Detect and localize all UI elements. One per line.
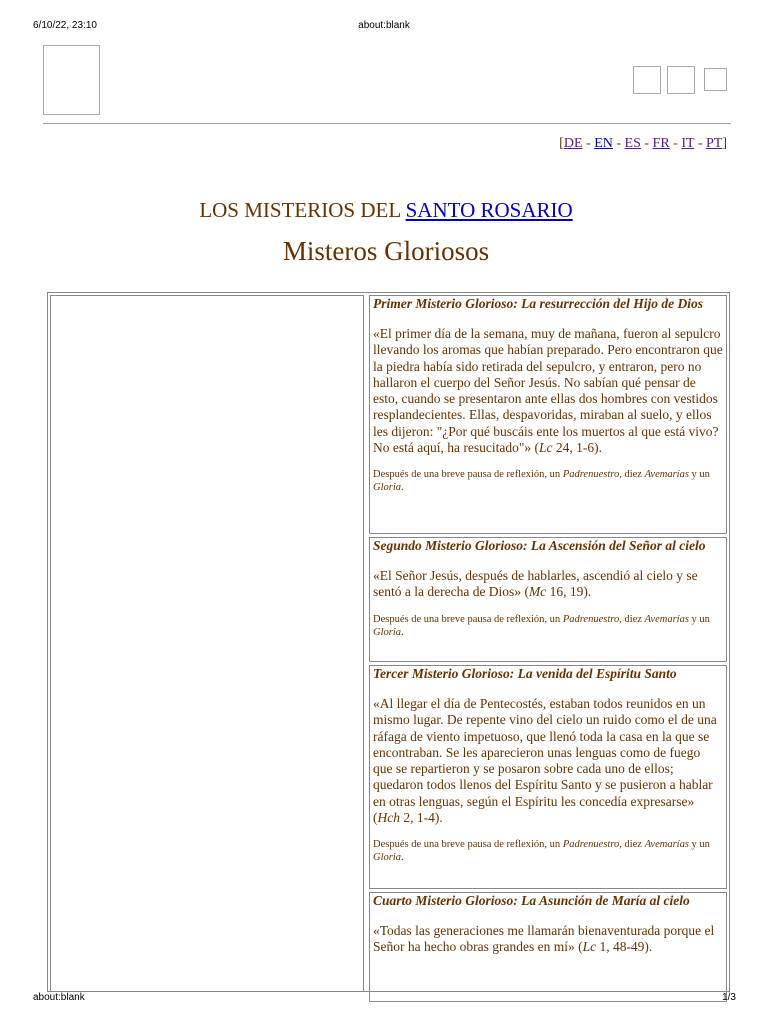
print-header — [0, 18, 768, 32]
mystery-pause-note — [373, 838, 723, 864]
mystery-1 — [369, 295, 727, 534]
mystery-ref-book: Mc — [528, 584, 547, 600]
lang-link-it[interactable]: IT — [681, 136, 695, 151]
lang-separator: - — [669, 136, 682, 151]
pause-and: y un — [688, 469, 710, 481]
mystery-quote: «Al llegar el día de Pentecostés, estaban todos reunidos en un mismo lugar. De repente vino del cielo un ruido como el de una ráfaga de viento impetuoso, que llenó toda la casa en la que se encontraban. Se les aparecieron unas lenguas como de fuego que se repartieron y se posaron sobre cada uno de ellos; quedaron todos llenos del Espíritu Santo y se pusieron a hablar en otras lenguas, según el Espíritu les concedía expresarse» ( — [373, 696, 717, 826]
pause-end: . — [401, 626, 404, 638]
pause-end: . — [401, 852, 404, 864]
pause-gloria: Gloria — [373, 482, 402, 494]
mystery-4 — [369, 892, 727, 1002]
nav-next-image[interactable] — [704, 68, 727, 91]
print-url: about:blank — [358, 20, 410, 31]
lang-separator: - — [582, 136, 595, 151]
pause-and: y un — [688, 613, 710, 625]
mysteries-column — [369, 295, 727, 1005]
mystery-ref-rest: 1, 48-49). — [596, 939, 653, 955]
footer-url: about:blank — [33, 992, 85, 1003]
mystery-pause-note — [373, 468, 723, 494]
mystery-ref-book: Lc — [582, 939, 597, 955]
lang-separator: - — [612, 136, 625, 151]
mystery-title: Tercer Misterio Glorioso: La venida del Espíritu Santo — [373, 666, 677, 681]
mystery-text — [373, 923, 723, 956]
nav-back-image[interactable] — [633, 66, 661, 94]
lang-link-en[interactable]: EN — [594, 136, 613, 151]
lang-bracket-open: [ — [559, 136, 564, 151]
pause-prefix: Después de una breve pausa de reflexión, un — [373, 839, 563, 851]
pause-gloria: Gloria — [373, 852, 402, 864]
mystery-title: Cuarto Misterio Glorioso: La Asunción de María al cielo — [373, 893, 690, 908]
heading-prefix: LOS MISTERIOS DEL — [199, 198, 406, 222]
mystery-title: Segundo Misterio Glorioso: La Ascensión del Señor al cielo — [373, 538, 706, 553]
mystery-quote: «El primer día de la semana, muy de mañana, fueron al sepulcro llevando los aromas que habían preparado. Pero encontraron que la piedra había sido retirada del sepulcro, y entraron, pero no hallaron el cuerpo del Señor Jesús. No sabían qué pensar de esto, cuando se presentaron ante ellas dos hombres con vestidos resplandecientes. Ellas, despavoridas, miraban al suelo, y ellos les dijeron: "¿Por qué buscáis ente los muertos al que está vivo? No está aquí, ha resucitado"» ( — [373, 326, 723, 456]
header-divider — [43, 123, 731, 124]
pause-middle: , diez — [619, 469, 645, 481]
logo-image-placeholder[interactable] — [43, 45, 100, 115]
mystery-3 — [369, 665, 727, 889]
santo-rosario-link[interactable]: SANTO ROSARIO — [405, 198, 573, 222]
pause-padrenuestro: Padrenuestro — [562, 839, 620, 851]
lang-link-de[interactable]: DE — [563, 136, 583, 151]
lang-separator: - — [640, 136, 653, 151]
pause-end: . — [401, 482, 404, 494]
mystery-quote: «Todas las generaciones me llamarán bienaventurada porque el Señor ha hecho obras grandes en mí» ( — [373, 923, 715, 955]
print-footer — [0, 990, 768, 1004]
mystery-pause-note — [373, 613, 723, 639]
mystery-text — [373, 326, 723, 456]
mystery-ref-book: Lc — [538, 440, 553, 456]
pause-middle: , diez — [619, 839, 645, 851]
pause-prefix: Después de una breve pausa de reflexión, un — [373, 469, 563, 481]
mystery-ref-rest: 16, 19). — [546, 584, 592, 600]
pause-padrenuestro: Padrenuestro — [562, 613, 620, 625]
pause-gloria: Gloria — [373, 626, 402, 638]
footer-page-number: 1/3 — [722, 992, 736, 1003]
language-bar — [559, 136, 727, 152]
mystery-text — [373, 696, 723, 826]
mystery-ref-rest: 24, 1-6). — [552, 440, 602, 456]
nav-up-image[interactable] — [667, 66, 695, 94]
mystery-title: Primer Misterio Glorioso: La resurrección del Hijo de Dios — [373, 296, 703, 311]
mystery-ref-rest: 2, 1-4). — [400, 810, 443, 826]
mystery-2 — [369, 537, 727, 662]
pause-and: y un — [688, 839, 710, 851]
pause-padrenuestro: Padrenuestro — [562, 469, 620, 481]
mystery-quote: «El Señor Jesús, después de hablarles, ascendió al cielo y se sentó a la derecha de Dios» ( — [373, 568, 698, 600]
pause-avemarias: Avemarías — [644, 839, 689, 851]
page-heading — [0, 198, 768, 223]
lang-bracket-close: ] — [722, 136, 727, 151]
lang-link-pt[interactable]: PT — [705, 136, 723, 151]
mystery-text — [373, 568, 723, 601]
lang-separator: - — [694, 136, 706, 151]
print-datetime: 6/10/22, 23:10 — [33, 20, 97, 31]
lang-link-es[interactable]: ES — [624, 136, 641, 151]
lang-link-fr[interactable]: FR — [652, 136, 670, 151]
page-title: Misteros Gloriosos — [282, 236, 490, 266]
pause-prefix: Después de una breve pausa de reflexión, un — [373, 613, 563, 625]
pause-avemarias: Avemarías — [644, 613, 689, 625]
pause-avemarias: Avemarías — [644, 469, 689, 481]
image-cell — [50, 295, 364, 992]
mystery-ref-book: Hch — [377, 810, 400, 826]
pause-middle: , diez — [619, 613, 645, 625]
